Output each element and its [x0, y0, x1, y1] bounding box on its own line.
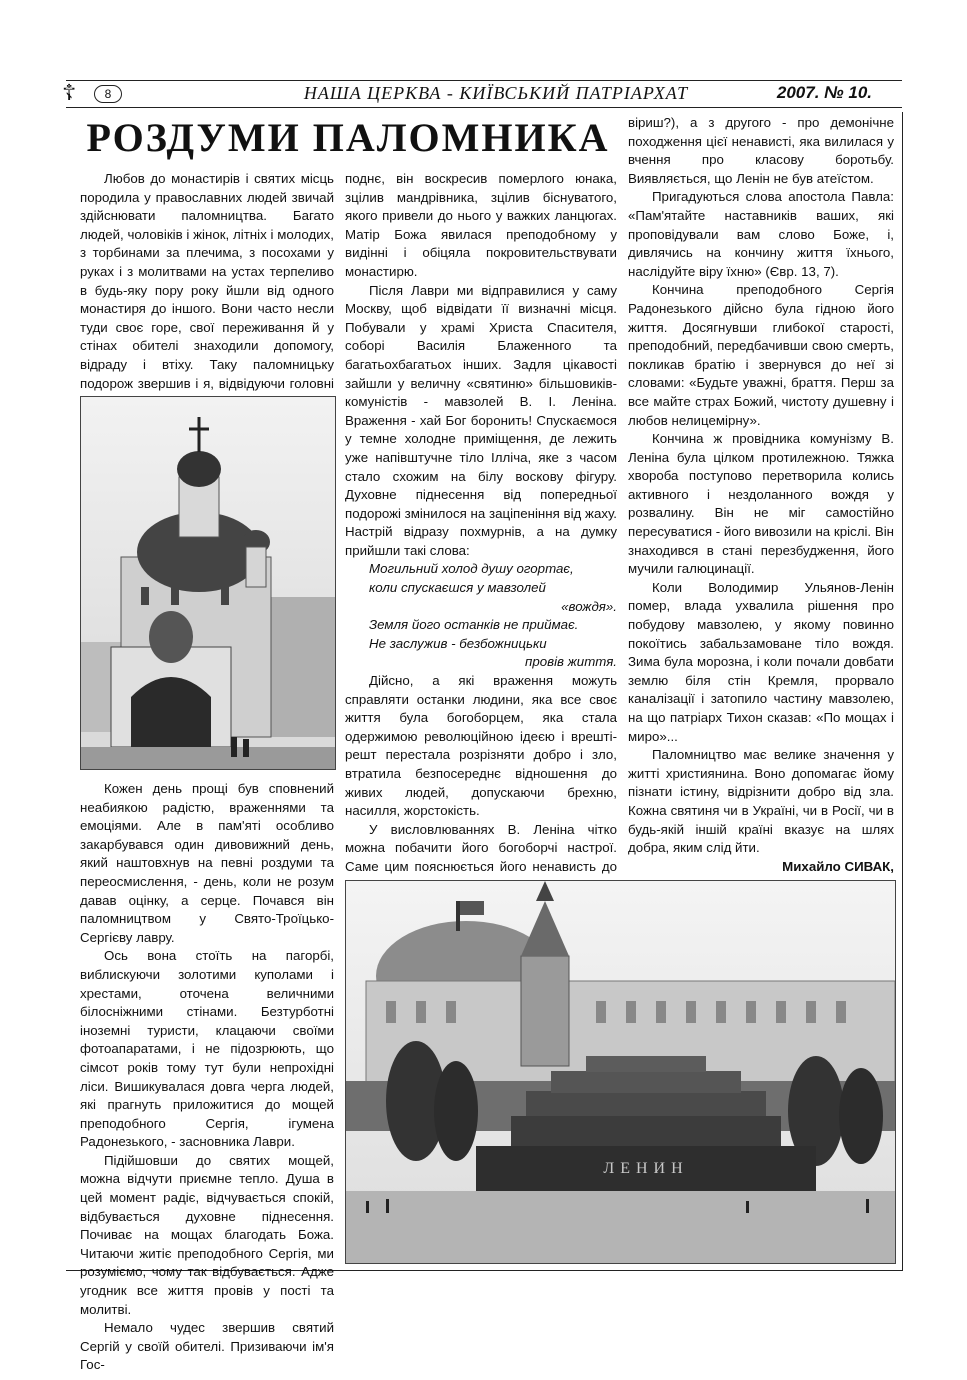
column-1-top	[80, 170, 334, 412]
paragraph: Коли Володимир Ульянов-Ленін помер, влада ухвалила рішення про побудову мавзолею, у якому повинно покоїтись забальзамоване тіло вождя. Зима була морозна, і коли почали довбати землю біля стін Кремля, прорвало каналізації і затопило частину мавзолею, на що патріарх Тихон сказав: «По мощах і миро»...	[628, 579, 894, 744]
paragraph: Паломництво має велике значення у житті християнина. Воно допомагає йому пізнати істину, відрізнити добро від зла. Кожна святиня чи в Україні, чи в Росії, чи в будь-якій іншій країні вказує на шлях добра, яким слід йти.	[628, 747, 894, 856]
poem-line: Земля його останків не приймає.	[369, 617, 579, 633]
author-name: Михайло СИВАК,	[782, 858, 894, 874]
poem-line: провів життя.	[525, 654, 617, 670]
paragraph: Кончина преподобного Сергія Радонезького дійсно була гідною його життя. Досягнувши глибокої старості, преподобний, передбачивши свою смерть, покликав братію і звернувся до неї зі словами: «Будьте уважні, браття. Перш за все майте страх Божий, чистоту душевну і любов нелицемірну».	[628, 282, 894, 428]
paragraph: Пригадуються слова апостола Павла: «Пам'ятайте наставників ваших, які проповідували вам слово Боже, і, дивлячись на кончину життя їхнього, наслідуйте віру їхню» (Євр. 13, 7).	[628, 189, 894, 279]
column-3	[628, 114, 894, 914]
article-title: РОЗДУМИ ПАЛОМНИКА	[86, 115, 610, 160]
masthead: НАША ЦЕРКВА - КИЇВСЬКИЙ ПАТРІАРХАТ	[303, 83, 689, 103]
lavra-photo	[80, 396, 336, 770]
page-header	[62, 80, 902, 108]
mausoleum-photo	[345, 880, 896, 1264]
lavra-church-image	[81, 397, 335, 769]
paragraph: Немало чудес звершив святий Сергій у своїй обителі. Призиваючи ім'я Гос-	[80, 1320, 334, 1373]
paragraph: Після Лаври ми відправилися у саму Москву, щоб відвідати її визначні місця. Побували у храмі Христа Спасителя, соборі Василія Блаженного та багатьохбагатьох інших. Задля цікавості зайшли у величну «святиню» більшовиків-комуністів - мавзолей В. І. Леніна. Враження - хай Бог боронить! Спускаємося у темне холодне приміщення, де лежить уже напівштучне тіло Ілліча, яке з часом стало схожим на білу воскову фігуру. Духовне піднесення від попередньої подорожі змінилося на заціпеніння від жаху. Настрій відразу похмурнів, а на думку прийшли такі слова:	[345, 282, 617, 558]
poem-line: коли спускаєшся у мавзолей	[369, 580, 546, 596]
column-2	[345, 170, 617, 951]
poem-line: «вождя».	[561, 598, 617, 614]
mausoleum-image	[346, 881, 895, 1263]
paragraph: Підійшовши до святих мощей, можна відчути приємне тепло. Душа в цей момент радіє, відчувається спокій, відбувається духовне піднесення. Почиває на мощах благодать Божа. Читаючи житіє преподобного Сергія, ми розуміємо, чому так відбувається. Адже угодник все життя провів у пості та молитві.	[80, 1152, 334, 1317]
paragraph: Кожен день прощі був сповнений неабиякою радістю, враженнями та емоціями. Але в пам'яті особливо закарбувався один дивовижний день, який наштовхнув на певні роздуми та переосмислення, - день, коли не розум давав оцінку, а серце. Почався він паломництвом у Свято-Троїцько-Сергієву лавру.	[80, 781, 334, 945]
poem	[369, 560, 617, 672]
issue-number: 2007. № 10.	[776, 83, 872, 102]
orthodox-cross-icon: ☦	[62, 80, 77, 105]
mausoleum-sign: ЛЕНИН	[603, 1160, 689, 1177]
poem-line: Не заслужив - безбожницьки	[369, 635, 547, 651]
column-1-bottom	[80, 780, 334, 1375]
paragraph: поднє, він воскресив померлого юнака, зцілив мандрівника, зцілив біснуватого, якого привели до нього у важких ланцюгах. Матір Божа явилася преподобному у видінні і обіцяла покровительствувати монастирю.	[345, 171, 617, 279]
paragraph: У висловлюваннях В. Леніна чітко можна побачити його богоборчі настрої. Саме цим пояснюється його ненависть до	[345, 821, 617, 874]
paragraph: Дійсно, а які враження можуть справляти останки людини, яка все своє життя була богоборцем, яка стала одержимою революційною ідеєю і врешті-решт перестала розрізняти добро і зло, втратила безпосереднє відношення до живих людей, допускаючи брехню, насилля, жорстокість.	[345, 673, 617, 819]
poem-line: Могильний холод душу огортає,	[369, 561, 574, 577]
paragraph: Кончина ж провідника комунізму В. Леніна була цілком протилежною. Тяжка хвороба поступово перетворила колись активного і нездоланного вождя у розвалину. Він не міг самостійно пересуватися - його вивозили на кріслі. Він знаходився в стані перезбудження, його мучили галюцинації.	[628, 431, 894, 577]
paragraph: Ось вона стоїть на пагорбі, виблискуючи золотими куполами і хрестами, оточена величними білосніжними стінами. Безтурботні іноземні туристи, клацаючи своїми фотоапаратами, і не підозрюють, що сімсот років тому тут були непрохідні ліси. Вишикувалася довга черга людей, які прагнуть приложитися до мощей преподобного Сергія, ігумена Радонезького, - засновника Лаври.	[80, 948, 334, 1150]
page-number: 8	[94, 85, 122, 103]
paragraph: віриш?), а з другого - про демонічне походження цієї ненависті, яка вилилася у вчення про класову боротьбу. Виявляється, що Ленін не був атеїстом.	[628, 115, 894, 186]
paragraph: Любов до монастирів і святих місць породила у православних людей звичай здійснювати паломництва. Багато людей, чоловіків і жінок, літніх і молодих, з торбинами за плечима, з посохами у руках і з молитвами на устах терпеливо в будь-яку пору року йшли від одного монастиря до іншого. Вони часто несли туди своє горе, свої переживання й у стінах обителі знаходили допомогу, відраду і втіху. Таку паломницьку подорож звершив і я, відвідуючи головні	[80, 171, 334, 391]
